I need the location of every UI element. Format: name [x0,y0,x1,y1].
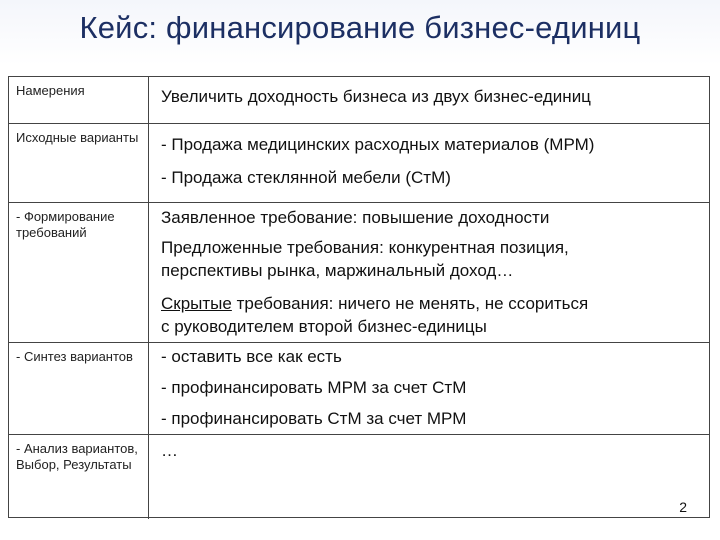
content-text: требования: ничего не менять, не ссориться [231,294,589,313]
row-content [149,124,709,202]
underlined-word: Скрытые [161,294,232,313]
row-content [149,77,709,123]
content-line: - профинансировать МРМ за счет СтМ [161,378,467,397]
content-line [161,292,701,315]
content-line: Предложенные требования: конкурентная позиция, [161,238,569,257]
content-line: перспективы рынка, маржинальный доход… [161,261,514,280]
content-line: - Продажа медицинских расходных материалов (МРМ) [161,135,595,154]
slide-title: Кейс: финансирование бизнес-единиц [79,10,641,45]
content-line: с руководителем второй бизнес-единицы [161,317,487,336]
table-row [9,203,709,343]
row-content [149,203,709,342]
table-row [9,124,709,203]
page-number: 2 [679,499,687,515]
content-line: … [161,441,178,460]
row-label-intentions: Намерения [9,77,149,123]
row-label-requirements: - Формирование требований [9,203,149,342]
table-row [9,435,709,519]
content-line: - профинансировать СтМ за счет МРМ [161,409,467,428]
case-table [8,76,710,518]
content-line: Заявленное требование: повышение доходности [161,208,550,227]
table-row [9,77,709,124]
row-content [149,435,709,519]
row-label-synthesis: - Синтез вариантов [9,343,149,434]
content-line: - Продажа стеклянной мебели (СтМ) [161,168,451,187]
row-label-initial-options: Исходные варианты [9,124,149,202]
row-content [149,343,709,434]
content-line: - оставить все как есть [161,347,342,366]
row-label-analysis: - Анализ вариантов, Выбор, Результаты [9,435,149,519]
content-line: Увеличить доходность бизнеса из двух бизнес-единиц [161,87,591,106]
table-row [9,343,709,435]
